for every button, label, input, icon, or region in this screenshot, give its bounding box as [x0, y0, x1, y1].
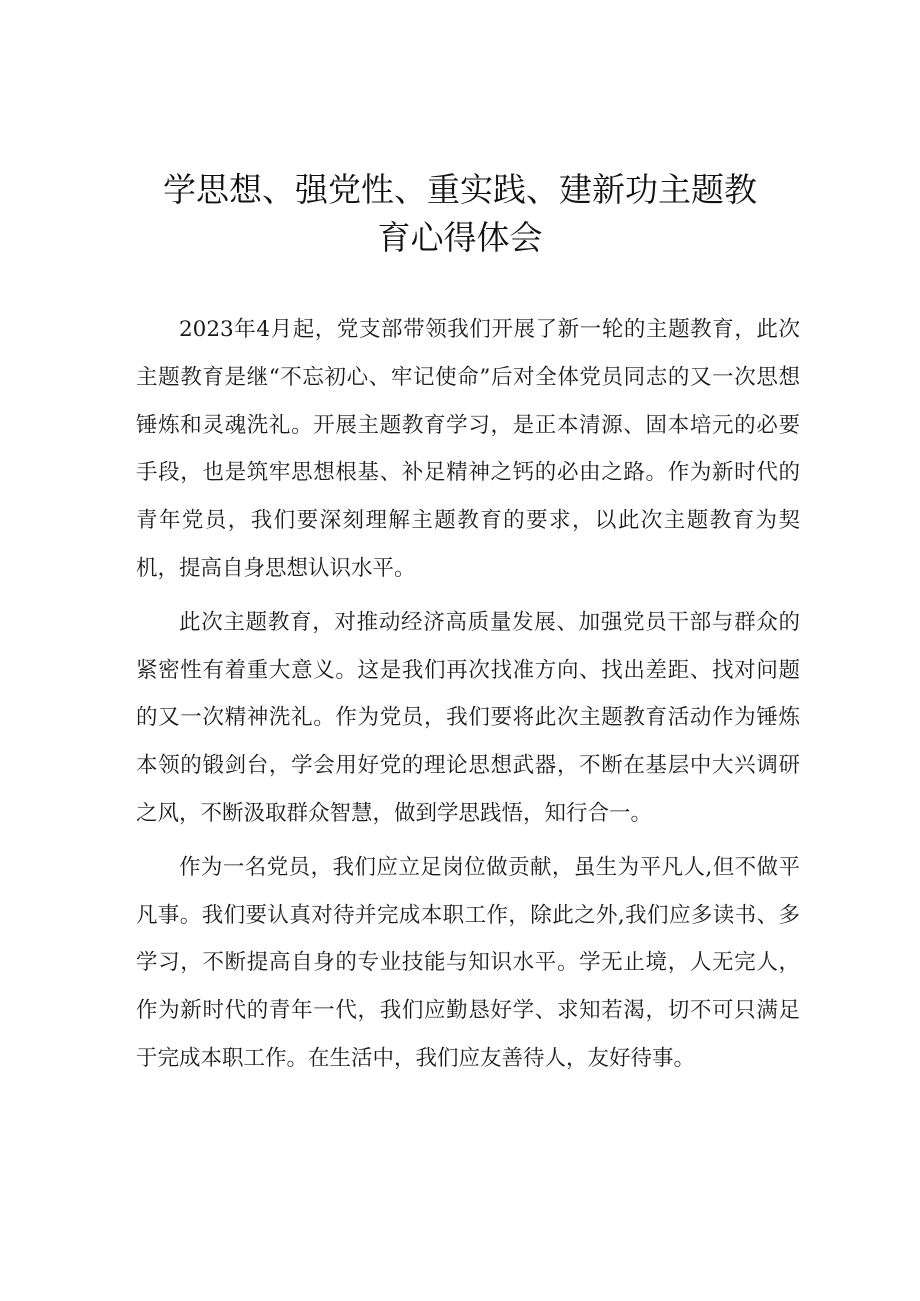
- title-line-1: 学思想、强党性、重实践、建新功主题教: [163, 170, 757, 209]
- paragraph-3: 作为一名党员，我们应立足岗位做贡献，虽生为平凡人,但不做平凡事。我们要认真对待并完成本职工作，除此之外,我们应多读书、多学习，不断提高自身的专业技能与知识水平。学无止境，人无完人，作为新时代的青年一代，我们应勤恳好学、求知若渴，切不可只满足于完成本职工作。在生活中，我们应友善待人，友好待事。: [136, 854, 800, 1071]
- document-body: [136, 306, 800, 1089]
- paragraph-2: 此次主题教育，对推动经济高质量发展、加强党员干部与群众的紧密性有着重大意义。这是我们再次找准方向、找出差距、找对问题的又一次精神洗礼。作为党员，我们要将此次主题教育活动作为锤炼本领的锻剑台，学会用好党的理论思想武器，不断在基层中大兴调研之风，不断汲取群众智慧，做到学思践悟，知行合一。: [136, 609, 800, 826]
- title-line-2: 育心得体会: [377, 218, 543, 257]
- paragraph-1: 2023年4月起，党支部带领我们开展了新一轮的主题教育，此次主题教育是继“不忘初心、牢记使命”后对全体党员同志的又一次思想锤炼和灵魂洗礼。开展主题教育学习，是正本清源、固本培元的必要手段，也是筑牢思想根基、补足精神之钙的必由之路。作为新时代的青年党员，我们要深刻理解主题教育的要求，以此次主题教育为契机，提高自身思想认识水平。: [136, 317, 800, 581]
- document-title: [110, 166, 810, 262]
